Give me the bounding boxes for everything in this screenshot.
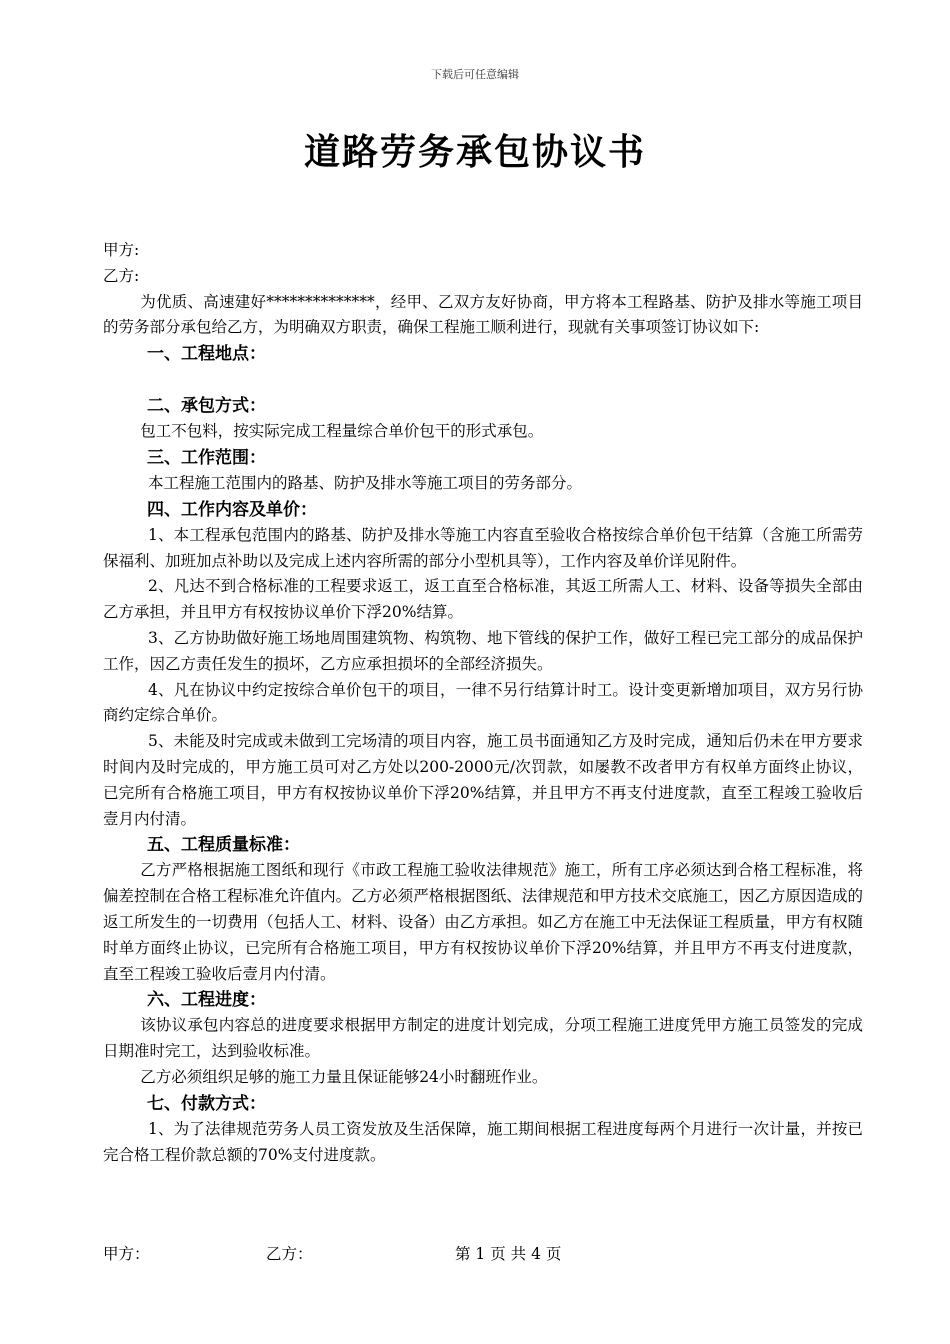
party-a-line: 甲方: bbox=[103, 241, 140, 259]
contract-mode-text: 包工不包料，按实际完成工程量综合单价包干的形式承包。 bbox=[140, 422, 544, 441]
document-body bbox=[103, 238, 863, 1168]
document-title: 道路劳务承包协议书 bbox=[303, 132, 646, 173]
section-heading-payment: 七、付款方式： bbox=[147, 1093, 266, 1114]
section-heading-contract-mode: 二、承包方式： bbox=[147, 396, 266, 417]
schedule-text: 乙方必须组织足够的施工力量且保证能够24小时翻班作业。 bbox=[140, 1067, 548, 1086]
page-number: 第 1 页 共 4 页 bbox=[455, 1245, 562, 1263]
work-content-item: 1、本工程承包范围内的路基、防护及排水等施工内容直至验收合格按综合单价包干结算（含施工所需劳保福利、加班加点补助以及完成上述内容所需的部分小型机具等），工作内容及单价详见附件。 bbox=[103, 525, 863, 570]
blank-line bbox=[103, 367, 863, 393]
section-heading-schedule: 六、工程进度： bbox=[147, 990, 266, 1011]
work-content-item: 4、凡在协议中约定按综合单价包干的项目，一律不另行结算计时工。设计变更新增加项目，双方另行协商约定综合单价。 bbox=[103, 680, 863, 725]
section-heading-work-content: 四、工作内容及单价： bbox=[147, 499, 317, 520]
work-content-item: 3、乙方协助做好施工场地周围建筑物、构筑物、地下管线的保护工作，做好工程已完工部分的成品保护工作，因乙方责任发生的损坏，乙方应承担损坏的全部经济损失。 bbox=[103, 628, 863, 673]
quality-text: 乙方严格根据施工图纸和现行《市政工程施工验收法律规范》施工，所有工序必须达到合格工程标准，将偏差控制在合格工程标准允许值内。乙方必须严格根据图纸、法律规范和甲方技术交底施工，因乙方原因造成的返工所发生的一切费用（包括人工、材料、设备）由乙方承担。如乙方在施工中无法保证工程质量，甲方有权随时单方面终止协议，已完所有合格施工项目，甲方有权按协议单价下浮20%结算，并且甲方不再支付进度款，直至工程竣工验收后壹月内付清。 bbox=[103, 861, 863, 983]
scope-text: 本工程施工范围内的路基、防护及排水等施工项目的劳务部分。 bbox=[147, 473, 582, 492]
party-b-line: 乙方: bbox=[103, 266, 140, 285]
header-note: 下载后可任意编辑 bbox=[431, 68, 519, 81]
work-content-item: 5、未能及时完成或未做到工完场清的项目内容，施工员书面通知乙方及时完成，通知后仍未在甲方要求时间内及时完成的，甲方施工员可对乙方处以200-2000元/次罚款，如屡教不改者甲方有权单方面终止协议，已完所有合格施工项目，甲方有权按协议单价下浮20%结算，并且甲方不再支付进度款，直至工程竣工验收后壹月内付清。 bbox=[103, 732, 863, 828]
schedule-text: 该协议承包内容总的进度要求根据甲方制定的进度计划完成，分项工程施工进度凭甲方施工员签发的完成日期准时完工，达到验收标准。 bbox=[103, 1016, 863, 1061]
work-content-item: 2、凡达不到合格标准的工程要求返工，返工直至合格标准，其返工所需人工、材料、设备等损失全部由乙方承担，并且甲方有权按协议单价下浮20%结算。 bbox=[103, 577, 863, 622]
footer-party-b: 乙方： bbox=[266, 1245, 313, 1263]
payment-item: 1、为了法律规范劳务人员工资发放及生活保障，施工期间根据工程进度每两个月进行一次计量，并按已完合格工程价款总额的70%支付进度款。 bbox=[103, 1119, 863, 1164]
section-heading-location: 一、工程地点： bbox=[147, 344, 266, 365]
section-heading-quality: 五、工程质量标准： bbox=[147, 835, 300, 856]
intro-paragraph: 为优质、高速建好**************，经甲、乙双方友好协商，甲方将本工程路基、防护及排水等施工项目的劳务部分承包给乙方，为明确双方职责，确保工程施工顺利进行，现就有关事项签订协议如下: bbox=[103, 292, 863, 337]
page-footer bbox=[103, 1242, 863, 1266]
footer-party-a: 甲方： bbox=[103, 1245, 150, 1263]
section-heading-scope: 三、工作范围： bbox=[147, 447, 266, 468]
